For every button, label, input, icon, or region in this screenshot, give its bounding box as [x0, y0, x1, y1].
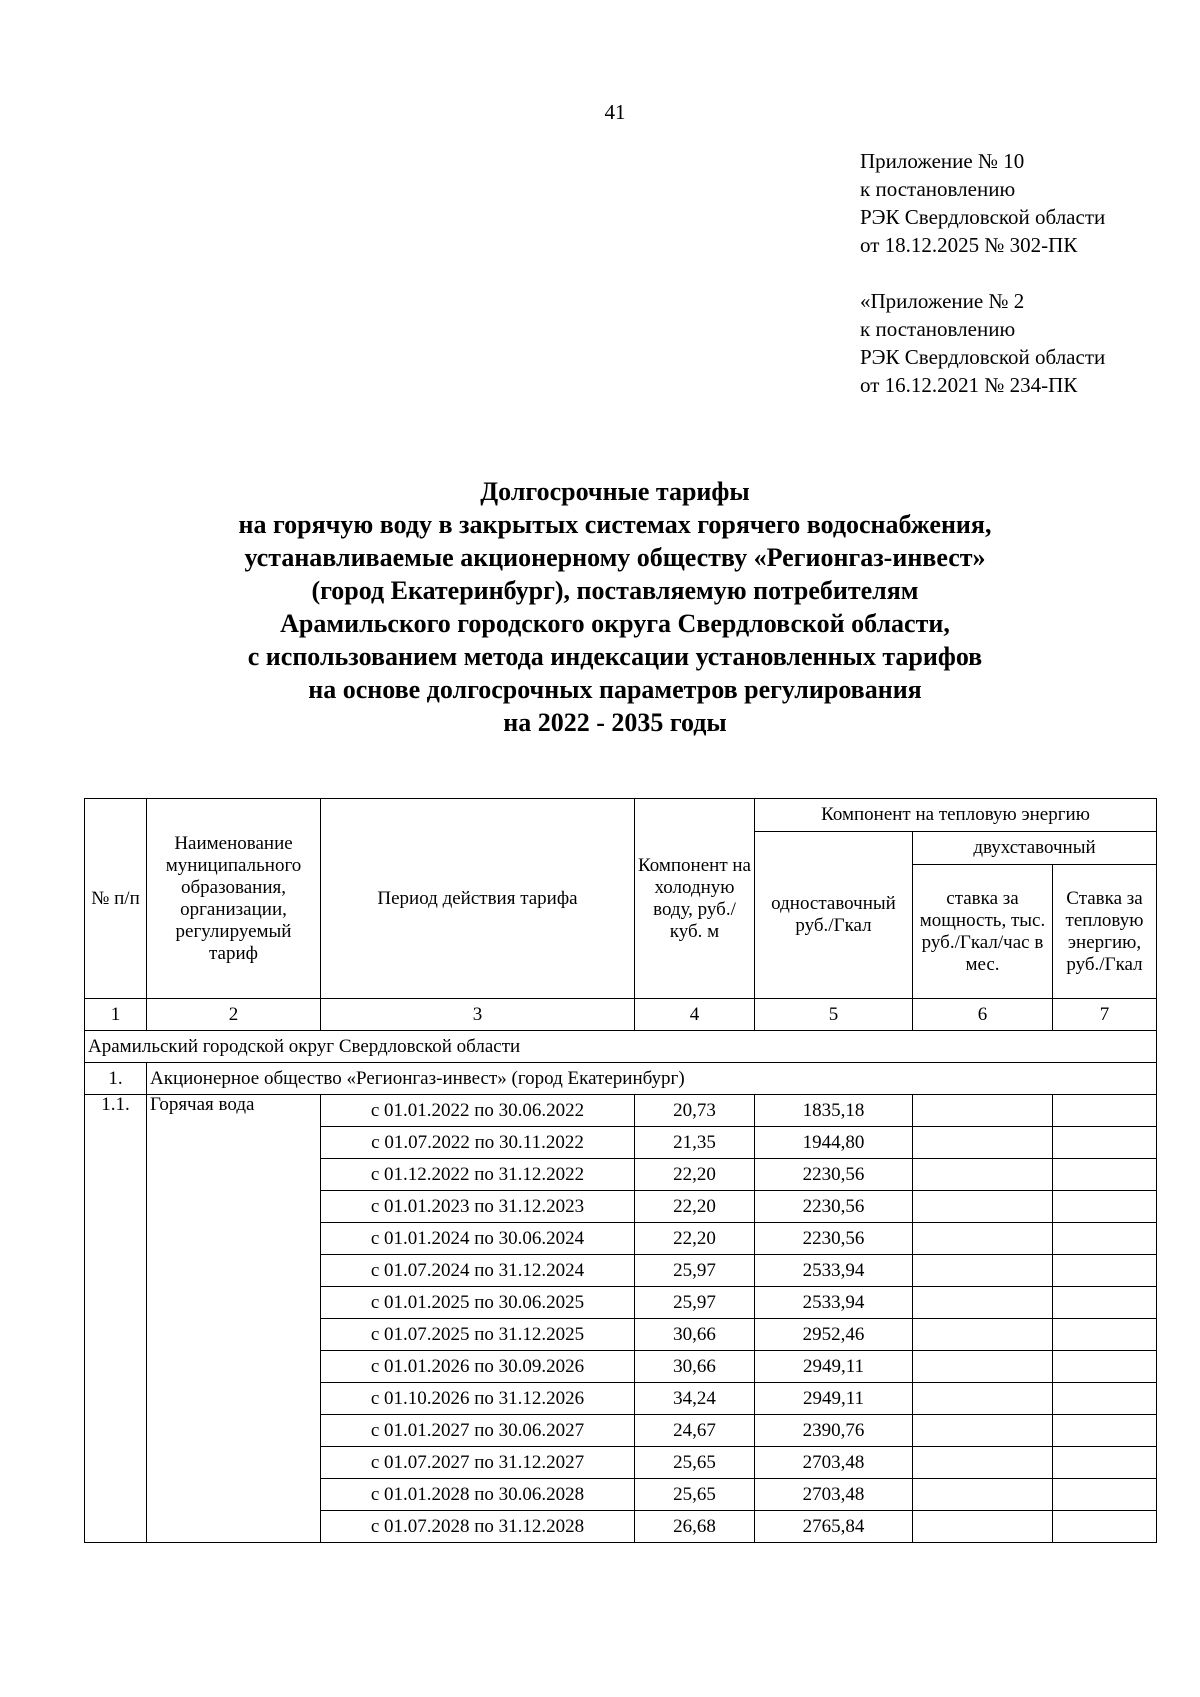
capacity-rate-cell	[913, 1479, 1053, 1511]
header-energy-rate: Ставка за тепловую энергию, руб./Гкал	[1053, 865, 1157, 999]
cold-water-cell: 30,66	[635, 1351, 755, 1383]
title-line: на горячую воду в закрытых системах горячего водоснабжения,	[238, 510, 992, 539]
capacity-rate-cell	[913, 1511, 1053, 1543]
appendix-current-line: РЭК Свердловской области	[860, 205, 1106, 229]
one-rate-cell: 2533,94	[755, 1255, 913, 1287]
cold-water-cell: 25,65	[635, 1447, 755, 1479]
cold-water-cell: 25,97	[635, 1255, 755, 1287]
period-cell: с 01.07.2024 по 31.12.2024	[321, 1255, 635, 1287]
period-cell: с 01.07.2022 по 30.11.2022	[321, 1127, 635, 1159]
energy-rate-cell	[1053, 1447, 1157, 1479]
one-rate-cell: 1944,80	[755, 1127, 913, 1159]
capacity-rate-cell	[913, 1223, 1053, 1255]
one-rate-cell: 2230,56	[755, 1159, 913, 1191]
table-row	[85, 1095, 1157, 1127]
tariff-table	[84, 798, 1157, 1543]
cold-water-cell: 30,66	[635, 1319, 755, 1351]
capacity-rate-cell	[913, 1191, 1053, 1223]
energy-rate-cell	[1053, 1351, 1157, 1383]
region-row	[85, 1031, 1157, 1063]
item-number: 1.1.	[85, 1095, 147, 1543]
one-rate-cell: 2703,48	[755, 1447, 913, 1479]
column-number: 5	[755, 999, 913, 1031]
header-period: Период действия тарифа	[321, 799, 635, 999]
title-line: на основе долгосрочных параметров регулирования	[308, 675, 922, 704]
period-cell: с 01.01.2026 по 30.09.2026	[321, 1351, 635, 1383]
header-heat-group: Компонент на тепловую энергию	[755, 799, 1157, 832]
capacity-rate-cell	[913, 1319, 1053, 1351]
capacity-rate-cell	[913, 1095, 1053, 1127]
header-cold-water: Компонент на холодную воду, руб./куб. м	[635, 799, 755, 999]
period-cell: с 01.07.2028 по 31.12.2028	[321, 1511, 635, 1543]
header-num: № п/п	[85, 799, 147, 999]
organization-name: Акционерное общество «Регионгаз-инвест» (город Екатеринбург)	[147, 1063, 1157, 1095]
period-cell: с 01.07.2025 по 31.12.2025	[321, 1319, 635, 1351]
one-rate-cell: 2230,56	[755, 1223, 913, 1255]
energy-rate-cell	[1053, 1415, 1157, 1447]
column-number: 3	[321, 999, 635, 1031]
cold-water-cell: 22,20	[635, 1223, 755, 1255]
capacity-rate-cell	[913, 1351, 1053, 1383]
one-rate-cell: 2703,48	[755, 1479, 913, 1511]
energy-rate-cell	[1053, 1095, 1157, 1127]
cold-water-cell: 24,67	[635, 1415, 755, 1447]
period-cell: с 01.01.2022 по 30.06.2022	[321, 1095, 635, 1127]
capacity-rate-cell	[913, 1415, 1053, 1447]
capacity-rate-cell	[913, 1127, 1053, 1159]
cold-water-cell: 26,68	[635, 1511, 755, 1543]
appendix-original-line: «Приложение № 2	[860, 289, 1025, 313]
one-rate-cell: 2533,94	[755, 1287, 913, 1319]
period-cell: с 01.01.2023 по 31.12.2023	[321, 1191, 635, 1223]
header-one-rate: одноставочный руб./Гкал	[755, 832, 913, 999]
cold-water-cell: 34,24	[635, 1383, 755, 1415]
title-line: устанавливаемые акционерному обществу «Регионгаз-инвест»	[244, 543, 986, 572]
page-number: 41	[604, 100, 626, 124]
period-cell: с 01.01.2027 по 30.06.2027	[321, 1415, 635, 1447]
energy-rate-cell	[1053, 1511, 1157, 1543]
title-line: на 2022 - 2035 годы	[503, 708, 727, 737]
appendix-current-line: к постановлению	[860, 177, 1016, 201]
period-cell: с 01.10.2026 по 31.12.2026	[321, 1383, 635, 1415]
appendix-original-line: от 16.12.2021 № 234-ПК	[860, 373, 1078, 397]
one-rate-cell: 2765,84	[755, 1511, 913, 1543]
header-name: Наименование муниципального образования, организации, регулируемый тариф	[147, 799, 321, 999]
region-name: Арамильский городской округ Свердловской области	[85, 1031, 1157, 1063]
column-number-row	[85, 999, 1157, 1031]
appendix-current	[860, 147, 1105, 259]
header-capacity-rate: ставка за мощность, тыс. руб./Гкал/час в мес.	[913, 865, 1053, 999]
item-name: Горячая вода	[147, 1095, 321, 1543]
energy-rate-cell	[1053, 1255, 1157, 1287]
energy-rate-cell	[1053, 1127, 1157, 1159]
title-line: с использованием метода индексации установленных тарифов	[247, 642, 983, 671]
period-cell: с 01.01.2024 по 30.06.2024	[321, 1223, 635, 1255]
appendix-current-line: от 18.12.2025 № 302-ПК	[860, 233, 1078, 257]
capacity-rate-cell	[913, 1287, 1053, 1319]
energy-rate-cell	[1053, 1191, 1157, 1223]
column-number: 6	[913, 999, 1053, 1031]
cold-water-cell: 25,97	[635, 1287, 755, 1319]
cold-water-cell: 22,20	[635, 1159, 755, 1191]
appendix-current-line: Приложение № 10	[860, 149, 1025, 173]
column-number: 7	[1053, 999, 1157, 1031]
cold-water-cell: 25,65	[635, 1479, 755, 1511]
one-rate-cell: 2949,11	[755, 1351, 913, 1383]
one-rate-cell: 2949,11	[755, 1383, 913, 1415]
period-cell: с 01.01.2028 по 30.06.2028	[321, 1479, 635, 1511]
one-rate-cell: 2390,76	[755, 1415, 913, 1447]
column-number: 4	[635, 999, 755, 1031]
title-line: Арамильского городского округа Свердловской области,	[280, 609, 950, 638]
cold-water-cell: 21,35	[635, 1127, 755, 1159]
energy-rate-cell	[1053, 1319, 1157, 1351]
energy-rate-cell	[1053, 1479, 1157, 1511]
organization-row	[85, 1063, 1157, 1095]
title-line: (город Екатеринбург), поставляемую потребителям	[311, 576, 919, 605]
title-line: Долгосрочные тарифы	[480, 477, 750, 506]
one-rate-cell: 1835,18	[755, 1095, 913, 1127]
energy-rate-cell	[1053, 1223, 1157, 1255]
one-rate-cell: 2952,46	[755, 1319, 913, 1351]
period-cell: с 01.12.2022 по 31.12.2022	[321, 1159, 635, 1191]
capacity-rate-cell	[913, 1159, 1053, 1191]
header-two-rate: двухставочный	[913, 832, 1157, 865]
document-title	[0, 475, 1200, 739]
organization-number: 1.	[85, 1063, 147, 1095]
column-number: 2	[147, 999, 321, 1031]
cold-water-cell: 22,20	[635, 1191, 755, 1223]
appendix-original-line: РЭК Свердловской области	[860, 345, 1106, 369]
energy-rate-cell	[1053, 1287, 1157, 1319]
period-cell: с 01.07.2027 по 31.12.2027	[321, 1447, 635, 1479]
one-rate-cell: 2230,56	[755, 1191, 913, 1223]
appendix-original	[860, 287, 1105, 399]
column-number: 1	[85, 999, 147, 1031]
capacity-rate-cell	[913, 1255, 1053, 1287]
period-cell: с 01.01.2025 по 30.06.2025	[321, 1287, 635, 1319]
appendix-original-line: к постановлению	[860, 317, 1016, 341]
energy-rate-cell	[1053, 1159, 1157, 1191]
cold-water-cell: 20,73	[635, 1095, 755, 1127]
capacity-rate-cell	[913, 1383, 1053, 1415]
energy-rate-cell	[1053, 1383, 1157, 1415]
capacity-rate-cell	[913, 1447, 1053, 1479]
